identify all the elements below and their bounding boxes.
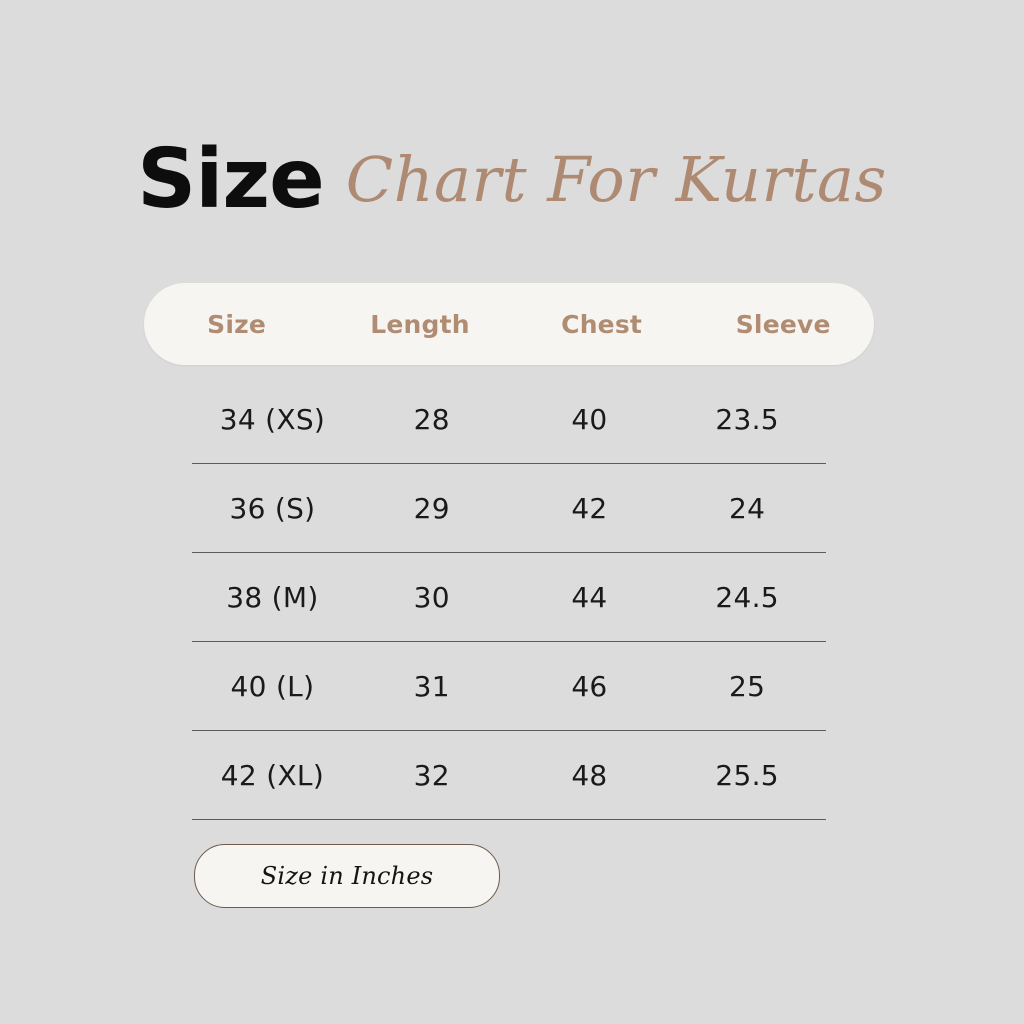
cell-size: 38 (M) [226, 580, 319, 614]
cell-sleeve: 23.5 [715, 402, 779, 436]
cell-size: 40 (L) [230, 669, 315, 703]
cell-sleeve: 24.5 [715, 580, 779, 614]
units-note-label: Size in Inches [260, 862, 434, 890]
column-header-length: Length [370, 309, 470, 339]
table-row [192, 464, 826, 553]
size-table [144, 283, 874, 820]
cell-sleeve: 25 [729, 669, 766, 703]
table-body [144, 375, 874, 820]
cell-sleeve: 25.5 [715, 758, 779, 792]
cell-sleeve: 24 [729, 491, 766, 525]
cell-length: 30 [413, 580, 450, 614]
cell-length: 31 [413, 669, 450, 703]
cell-size: 36 (S) [229, 491, 316, 525]
page-title-bold: Size [137, 132, 324, 227]
page-title-script: Chart For Kurtas [345, 143, 887, 216]
cell-chest: 40 [571, 402, 608, 436]
table-row [192, 642, 826, 731]
table-row [192, 731, 826, 820]
cell-size: 34 (XS) [219, 402, 326, 436]
column-header-chest: Chest [561, 309, 643, 339]
page-title [0, 132, 1024, 227]
cell-length: 32 [413, 758, 450, 792]
cell-chest: 46 [571, 669, 608, 703]
cell-length: 28 [413, 402, 450, 436]
table-row [192, 375, 826, 464]
column-header-size: Size [207, 309, 267, 339]
cell-size: 42 (XL) [220, 758, 325, 792]
table-header-row [144, 283, 874, 365]
table-row [192, 553, 826, 642]
cell-chest: 44 [571, 580, 608, 614]
cell-chest: 42 [571, 491, 608, 525]
units-note-badge [194, 844, 500, 908]
column-header-sleeve: Sleeve [735, 309, 831, 339]
cell-length: 29 [413, 491, 450, 525]
cell-chest: 48 [571, 758, 608, 792]
